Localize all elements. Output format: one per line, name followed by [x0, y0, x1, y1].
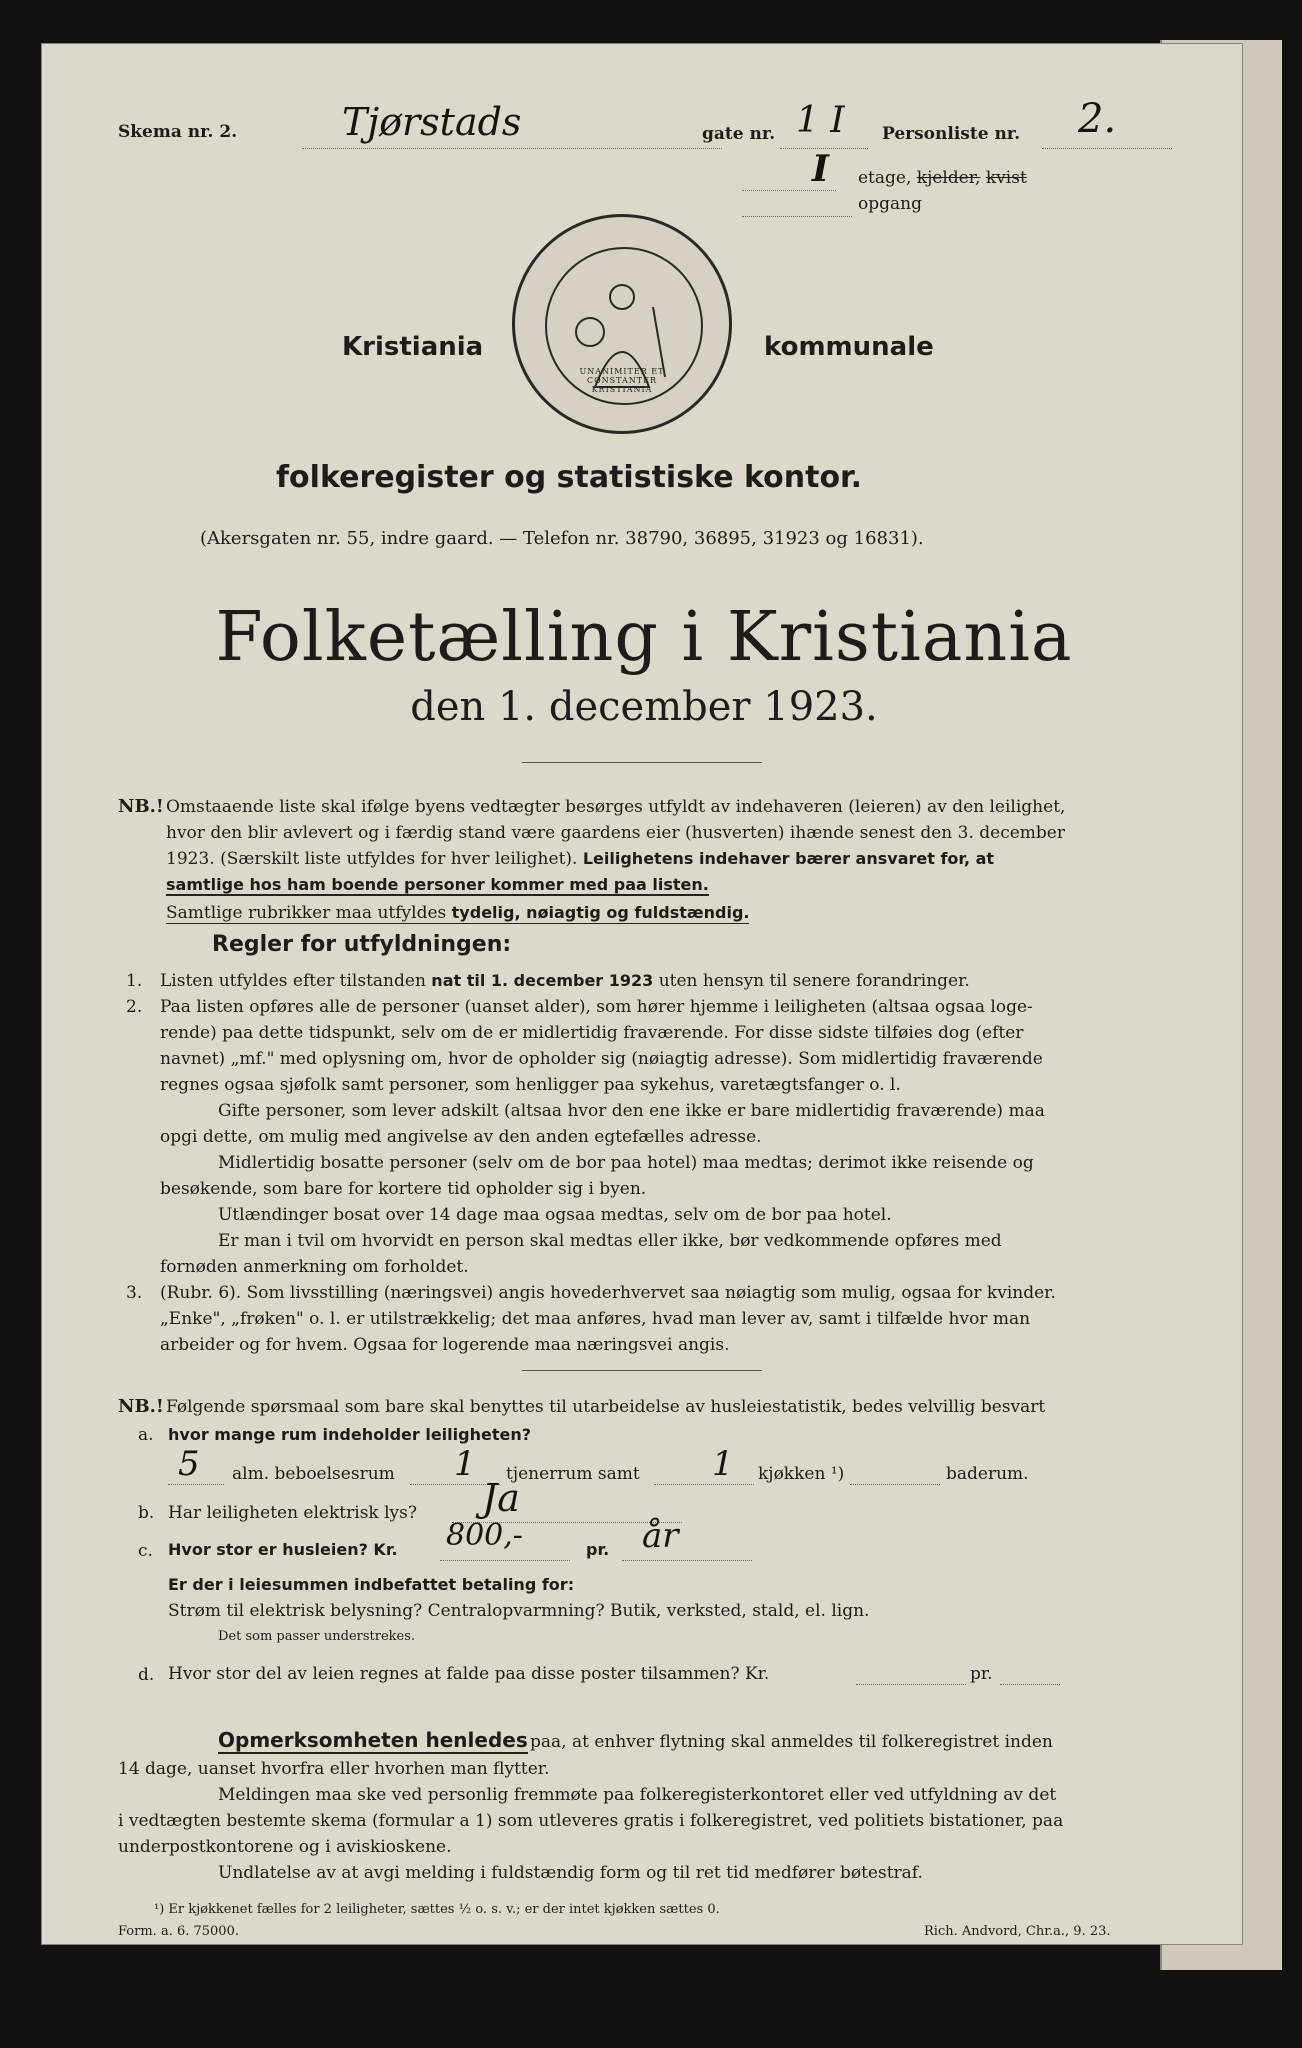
kitchen-handwritten: 1 [712, 1444, 734, 1484]
rule-line: Gifte personer, som lever adskilt (altsaa hvor den ene ikke er bare midlertidig fraværende) maa [218, 1101, 1045, 1121]
servant-room-handwritten: 1 [454, 1444, 476, 1484]
printer-imprint: Rich. Andvord, Chr.a., 9. 23. [924, 1924, 1111, 1939]
notice-line: Undlatelse av at avgi melding i fuldstændig form og til ret tid medfører bøtestraf. [218, 1863, 923, 1883]
opgang-field[interactable] [742, 192, 852, 217]
rooms-field[interactable] [168, 1444, 224, 1485]
question-b: Har leiligheten elektrisk lys? [168, 1503, 417, 1523]
rule-line: (Rubr. 6). Som livsstilling (næringsvei) angis hovederhvervet saa nøiagtig som mulig, ogsaa for kvinder. [160, 1283, 1056, 1303]
rule-line: besøkende, som bare for kortere tid opholder sig i byen. [160, 1179, 647, 1199]
subtitle: den 1. december 1923. [410, 684, 878, 730]
org-left: Kristiania [342, 332, 484, 362]
rent-amount-field[interactable] [440, 1518, 570, 1561]
rule-text: Listen utfyldes efter tilstanden [160, 971, 426, 991]
notice-line: 14 dage, uanset hvorfra eller hvorhen man flytter. [118, 1759, 550, 1779]
nb1-line: Omstaaende liste skal ifølge byens vedtægter besørges utfyldt av indehaveren (leieren) av den leilighet, [166, 797, 1066, 817]
office-address: (Akersgaten nr. 55, indre gaard. — Telefon nr. 38790, 36895, 31923 og 16831). [200, 528, 924, 549]
question-letter: b. [138, 1503, 155, 1523]
floor-handwritten: I [812, 148, 829, 190]
share-amount-field[interactable] [856, 1658, 966, 1685]
share-period-field[interactable] [1000, 1658, 1060, 1685]
seal-text: UNANIMITER ET CONSTANTER KRISTIANIA [579, 367, 665, 394]
rule-text: uten hensyn til senere forandringer. [658, 971, 970, 991]
rule-line: navnet) „mf." med oplysning om, hvor de opholder sig (nøiagtig adresse). Som midlertidig fraværende [160, 1049, 1043, 1069]
title: Folketælling i Kristiania [215, 598, 1073, 677]
gate-number-field[interactable] [780, 100, 868, 149]
rule-number: 3. [126, 1283, 143, 1303]
bathroom-label: baderum. [946, 1464, 1029, 1484]
rules-heading: Regler for utfyldningen: [212, 932, 512, 957]
form-code: Form. a. 6. 75000. [118, 1924, 239, 1939]
gate-label: gate nr. [702, 124, 776, 144]
electric-light-handwritten: Ja [482, 1476, 520, 1520]
kjelder-label: kjelder, [916, 168, 981, 188]
etage-label: etage, [858, 168, 912, 188]
personliste-label: Personliste nr. [882, 124, 1021, 144]
nb1-line [166, 846, 1212, 872]
opgang-label: opgang [858, 194, 922, 214]
rule-line: „Enke", „frøken" o. l. er utilstrækkelig; det maa anføres, hvad man lever av, samt i tilfælde hvor man [160, 1309, 1031, 1329]
rule-line: rende) paa dette tidspunkt, selv om de er midlertidig fraværende. For disse sidste tilføies dog (efter [160, 1023, 1024, 1043]
notice-line: paa, at enhver flytning skal anmeldes til folkeregistret inden [530, 1732, 1053, 1752]
org-right: kommunale [764, 332, 934, 362]
personliste-handwritten: 2. [1078, 96, 1117, 142]
nb1-bold: samtlige hos ham boende personer kommer med paa listen. [166, 875, 709, 894]
nb1-bold: tydelig, nøiagtig og fuldstændig. [451, 903, 750, 922]
kitchen-label: kjøkken ¹) [758, 1464, 845, 1484]
question-letter: d. [138, 1665, 155, 1685]
rule-line: Paa listen opføres alle de personer (uanset alder), som hører hjemme i leiligheten (altsaa ogsaa loge- [160, 997, 1033, 1017]
rule-line: arbeider og for hvem. Ogsaa for logerende maa næringsvei angis. [160, 1335, 730, 1355]
nb1-bold: Leilighetens indehaver bærer ansvaret for, at [582, 849, 995, 868]
rule-bold: nat til 1. december 1923 [431, 971, 654, 990]
rent-per-label: pr. [586, 1540, 610, 1559]
seal-figure [515, 217, 729, 431]
question-letter: c. [138, 1541, 153, 1561]
rent-period-handwritten: år [642, 1516, 679, 1556]
street-field[interactable] [302, 100, 722, 149]
question-d: Hvor stor del av leien regnes at falde paa disse poster tilsammen? Kr. [168, 1664, 770, 1684]
floor-options [858, 168, 1027, 188]
office-name: folkeregister og statistiske kontor. [276, 460, 862, 495]
floor-field[interactable] [742, 148, 836, 191]
skema-label: Skema nr. 2. [118, 122, 238, 142]
servant-room-label: tjenerrum samt [506, 1464, 640, 1484]
rule-line: Midlertidig bosatte personer (selv om de bor paa hotel) maa medtas; derimot ikke reisende og [218, 1153, 1034, 1173]
nb1-line [166, 900, 1212, 926]
question-c: Hvor stor er husleien? Kr. [168, 1540, 398, 1559]
question-letter: a. [138, 1425, 154, 1445]
inclusion-note: Det som passer understrekes. [218, 1629, 416, 1644]
rule-line: Utlændinger bosat over 14 dage maa ogsaa medtas, selv om de bor paa hotel. [218, 1205, 892, 1225]
nb1-bold-line [166, 872, 1212, 898]
personliste-field[interactable] [1042, 96, 1172, 149]
rule-line: regnes ogsaa sjøfolk samt personer, som henligger paa sykehus, varetægtsfanger o. l. [160, 1075, 901, 1095]
kitchen-field[interactable] [654, 1444, 754, 1485]
rule-line: fornøden anmerkning om forholdet. [160, 1257, 469, 1277]
rule-line: Er man i tvil om hvorvidt en person skal medtas eller ikke, bør vedkommende opføres med [218, 1231, 1002, 1251]
notice-line: Meldingen maa ske ved personlig fremmøte paa folkeregisterkontoret eller ved utfyldning av det [218, 1785, 1057, 1805]
nb2-intro: Følgende spørsmaal som bare skal benyttes til utarbeidelse av husleiestatistik, bedes velvillig besvart [166, 1397, 1046, 1417]
rent-period-field[interactable] [622, 1516, 752, 1561]
inclusion-items: Strøm til elektrisk belysning? Centralopvarmning? Butik, verksted, stald, el. lign. [168, 1601, 870, 1621]
nb2-label: NB.! [118, 1396, 164, 1417]
nb1-text: 1923. (Særskilt liste utfyldes for hver leilighet). [166, 849, 578, 869]
divider [522, 1370, 762, 1371]
rule-line [160, 968, 1212, 994]
question-a: hvor mange rum indeholder leiligheten? [168, 1425, 531, 1444]
nb1-label: NB.! [118, 796, 164, 817]
share-per-label: pr. [970, 1664, 993, 1684]
notice-line: i vedtægten bestemte skema (formular a 1) som utleveres gratis i folkeregistret, ved politiets bistationer, paa [118, 1811, 1064, 1831]
rent-amount-handwritten: 800,- [446, 1518, 523, 1553]
census-form-page [42, 44, 1242, 1944]
rooms-label: alm. beboelsesrum [232, 1464, 395, 1484]
nb1-text: Samtlige rubrikker maa utfyldes [166, 903, 447, 923]
notice-line: underpostkontorene og i aviskioskene. [118, 1837, 452, 1857]
rooms-handwritten: 5 [178, 1444, 200, 1484]
rule-number: 1. [126, 971, 143, 991]
nb1-line: hvor den blir avlevert og i færdig stand være gaardens eier (husverten) ihænde senest den 3. december [166, 823, 1065, 843]
notice-heading: Opmerksomheten henledes [218, 1728, 528, 1752]
kristiania-seal [512, 214, 732, 434]
gate-number-handwritten: 1 I [796, 100, 845, 141]
divider [522, 762, 762, 763]
rule-line: opgi dette, om mulig med angivelse av den anden egtefælles adresse. [160, 1127, 762, 1147]
bathroom-field[interactable] [850, 1456, 940, 1485]
kvist-label: kvist [985, 168, 1027, 188]
inclusion-question: Er der i leiesummen indbefattet betaling for: [168, 1575, 575, 1594]
street-handwritten: Tjørstads [342, 100, 522, 144]
footnote: ¹) Er kjøkkenet fælles for 2 leiligheter, sættes ½ o. s. v.; er der intet kjøkken sættes 0. [154, 1902, 720, 1917]
rule-number: 2. [126, 997, 143, 1017]
